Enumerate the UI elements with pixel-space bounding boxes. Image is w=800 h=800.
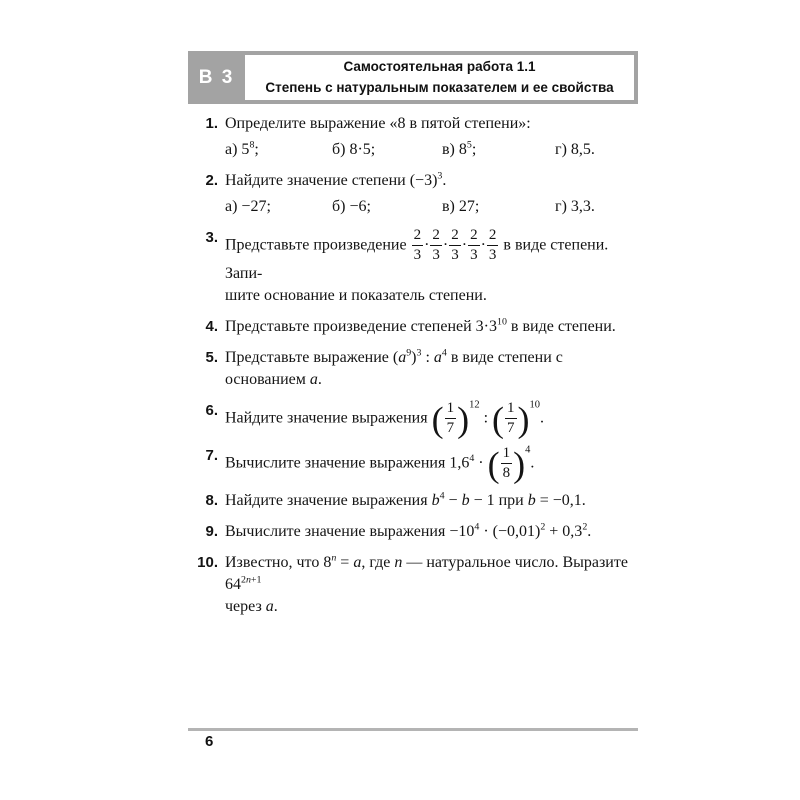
header-band: [188, 51, 638, 104]
title-line-1: Самостоятельная работа 1.1: [343, 58, 536, 74]
problem-number: 3.: [205, 229, 218, 246]
title-line-2: Степень с натуральным показателем и ее свойства: [265, 79, 614, 95]
problem-statement: Представьте произведение $\frac{2}{3}$ · $\frac{2}{3}$ · $\frac{2}{3}$ · $\frac{2}{3}$ · $\frac{2}{3}$ в виде степени. Запи- шите основание и показатель степени.: [225, 227, 609, 304]
problem-8: [188, 490, 638, 512]
problem-5: [188, 347, 638, 391]
problem-statement: Известно, что $8^n = a$, где n — натуральное число. Выразите $64^{2n+1}$ через a.: [225, 552, 628, 615]
option-a: а) −27;: [225, 198, 271, 215]
problem-9: [188, 521, 638, 543]
problem-number: 9.: [205, 523, 218, 540]
problem-number: 7.: [205, 447, 218, 464]
problem-text: [225, 170, 595, 218]
option-g: г) 8,5.: [555, 141, 595, 158]
options-row: [225, 196, 595, 218]
problem-1: [188, 113, 638, 161]
problem-number: 1.: [205, 115, 218, 132]
problem-6: [188, 399, 638, 440]
option-v: в) $8^5$;: [442, 139, 477, 158]
problem-statement: Представьте произведение степеней $3\cdot 3^{10}$ в виде степени.: [225, 316, 616, 335]
options-row: [225, 139, 595, 161]
problem-text: [225, 113, 595, 161]
problem-number: 6.: [205, 402, 218, 419]
problem-statement: Вычислите значение выражения $1,6^4$ · ( $\frac{1}{8}$ )$^4$.: [225, 444, 535, 485]
problem-number: 8.: [205, 492, 218, 509]
problem-10: [188, 552, 638, 618]
problem-4: [188, 316, 638, 338]
problem-statement: Вычислите значение выражения $-10^4 \cdot (-0,01)^2 + 0,3^2$.: [225, 521, 592, 540]
worksheet-title: [245, 55, 634, 100]
option-b: б) 8·5;: [332, 141, 376, 158]
problem-list: [188, 104, 638, 618]
variant-badge: В 3: [198, 66, 235, 88]
problem-number: 10.: [197, 554, 218, 571]
option-a: а) $5^8$;: [225, 139, 259, 158]
problem-statement: Определите выражение «8 в пятой степени»:: [225, 115, 531, 132]
problem-3: [188, 227, 638, 307]
problem-statement: Найдите значение степени $(-3)^3$.: [225, 170, 447, 189]
worksheet-page: [188, 51, 638, 627]
option-b: б) −6;: [332, 198, 371, 215]
problem-2: [188, 170, 638, 218]
option-g: г) 3,3.: [555, 198, 595, 215]
footer-rule: [188, 728, 638, 731]
problem-statement: Найдите значение выражения $b^4 - b - 1$ при b = −0,1.: [225, 490, 586, 509]
problem-statement: Найдите значение выражения ( $\frac{1}{7}$ )$^{12}$ : ( $\frac{1}{7}$ )$^{10}$.: [225, 399, 545, 440]
option-v: в) 27;: [442, 198, 480, 215]
problem-number: 4.: [205, 318, 218, 335]
problem-7: [188, 444, 638, 485]
problem-number: 2.: [205, 172, 218, 189]
page-number: 6: [205, 733, 214, 750]
problem-statement: Представьте выражение $(a^9)^3$ : $a^4$ в виде степени с основанием a.: [225, 347, 563, 388]
problem-number: 5.: [205, 349, 218, 366]
